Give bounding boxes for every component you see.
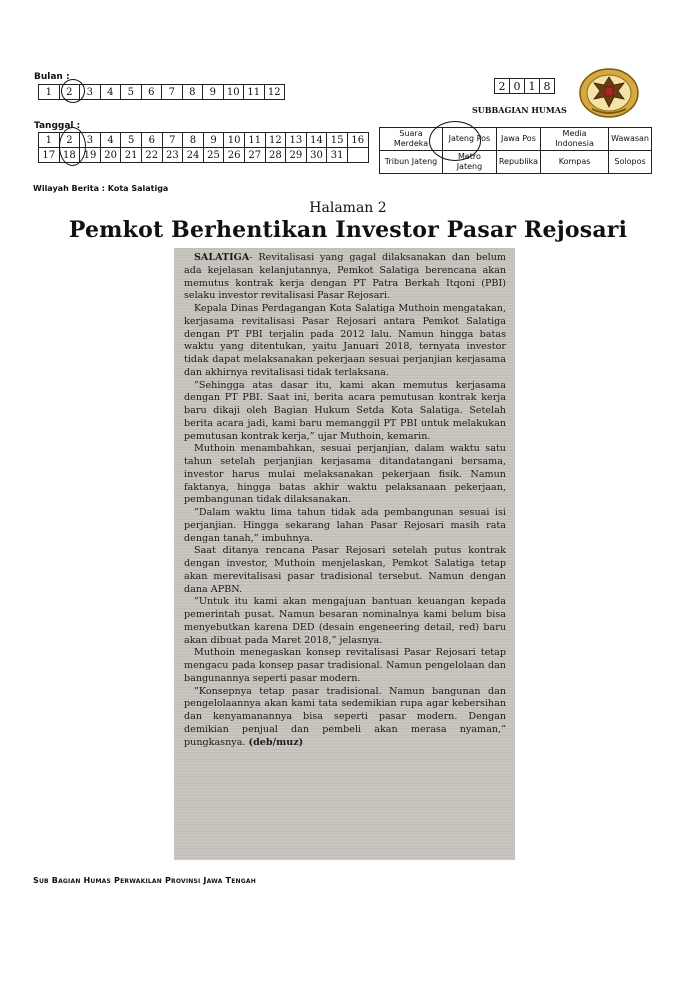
media-cell: Tribun Jateng <box>380 151 443 174</box>
month-cell: 1 <box>39 85 60 100</box>
date-cell: 18 <box>59 148 80 163</box>
tanggal-selection-circle <box>59 127 86 166</box>
article-paragraph: ”Dalam waktu lima tahun tidak ada pembangunan sesuai isi perjanjian. Hingga sekarang lahan Pasar Rejosari masih rata dengan tanah,” imbuhnya. <box>184 507 506 544</box>
tanggal-label: Tanggal : <box>34 121 81 131</box>
date-cell: 3 <box>80 133 101 148</box>
date-cell: 24 <box>183 148 204 163</box>
date-cell: 16 <box>347 133 368 148</box>
article-paragraph: Kepala Dinas Perdagangan Kota Salatiga Muthoin mengatakan, kerjasama revitalisasi Pasar Rejosari antara Pemkot Salatiga dengan PT PBI terjalin pada 2012 lalu. Namun hingga batas waktu yang ditentukan, yaitu Januari 2018, ternyata investor tidak dapat melaksanakan pekerjaan sesuai perjanjian kerjasama dan akhirnya revitalisasi tidak terlaksana. <box>184 303 506 378</box>
date-cell: 26 <box>224 148 245 163</box>
media-cell: Metro Jateng <box>443 151 497 174</box>
date-cell: 1 <box>39 133 60 148</box>
article-paragraph: Muthoin menambahkan, sesuai perjanjian, dalam waktu satu tahun setelah perjanjian kerjasama ditandatangani bersama, investor harus mulai melaksanakan pekerjaan fisik. Namun faktanya, hingga batas akhir waktu pelaksanaan pekerjaan, pembangunan tidak dilaksanakan. <box>184 443 506 506</box>
media-cell: Solopos <box>609 151 652 174</box>
year-box <box>494 78 555 94</box>
byline: (deb/muz) <box>248 736 304 748</box>
newspaper-clipping <box>174 248 515 860</box>
tanggal-grid <box>38 132 369 163</box>
media-selection-circle <box>429 121 481 161</box>
date-cell: 17 <box>39 148 60 163</box>
article-body <box>184 252 506 749</box>
month-cell: 5 <box>121 85 142 100</box>
article-paragraph: ”Sehingga atas dasar itu, kami akan memutus kerjasama dengan PT PBI. Saat ini, berita acara pemutusan kontrak kerja baru dikaji oleh Bagian Hukum Setda Kota Salatiga. Setelah berita acara jadi, kami baru memanggil PT PBI untuk melakukan pemutusan kontrak kerja,” ujar Muthoin, kemarin. <box>184 379 506 442</box>
footer: Sub Bagian Humas Perwakilan Provinsi Jawa Tengah <box>33 876 256 885</box>
garuda-emblem-icon <box>578 67 640 119</box>
date-cell: 7 <box>162 133 183 148</box>
month-cell: 10 <box>223 85 244 100</box>
headline: Pemkot Berhentikan Investor Pasar Rejosari <box>68 217 628 243</box>
article-paragraph: ”Untuk itu kami akan mengajuan bantuan keuangan kepada pemerintah pusat. Namun besaran nominalnya kami belum bisa menyebutkan karena DED (desain engeneering detail, red) baru akan dibuat pada Maret 2018,” jelasnya. <box>184 596 506 646</box>
date-cell: 11 <box>244 133 265 148</box>
date-cell: 12 <box>265 133 286 148</box>
month-cell: 4 <box>100 85 121 100</box>
article-paragraph: Saat ditanya rencana Pasar Rejosari setelah putus kontrak dengan investor, Muthoin menjelaskan, Pemkot Salatiga tetap akan merevitalisasi pasar tradisional tersebut. Namun dengan dana APBN. <box>184 545 506 595</box>
month-cell: 6 <box>141 85 162 100</box>
date-cell: 8 <box>183 133 204 148</box>
year-digit: 1 <box>525 79 540 94</box>
date-cell: 30 <box>306 148 327 163</box>
month-cell: 8 <box>182 85 203 100</box>
date-cell: 20 <box>100 148 121 163</box>
date-cell: 23 <box>162 148 183 163</box>
date-cell: 29 <box>286 148 307 163</box>
date-cell: 6 <box>141 133 162 148</box>
media-cell: Jawa Pos <box>496 128 540 151</box>
date-cell: 15 <box>327 133 348 148</box>
year-digit: 2 <box>495 79 510 94</box>
date-cell: 27 <box>244 148 265 163</box>
media-cell: Suara Merdeka <box>380 128 443 151</box>
date-cell: 5 <box>121 133 142 148</box>
date-cell: 22 <box>141 148 162 163</box>
date-cell: 9 <box>203 133 224 148</box>
month-cell: 11 <box>244 85 265 100</box>
month-cell: 7 <box>162 85 183 100</box>
date-cell: 19 <box>80 148 101 163</box>
month-cell: 2 <box>59 85 80 100</box>
date-cell: 10 <box>224 133 245 148</box>
wilayah-berita: Wilayah Berita : Kota Salatiga <box>33 184 169 193</box>
month-cell: 9 <box>203 85 224 100</box>
media-cell: Wawasan <box>609 128 652 151</box>
date-cell: 25 <box>203 148 224 163</box>
year-digit: 0 <box>510 79 525 94</box>
media-table <box>379 127 652 174</box>
media-cell: Media Indonesia <box>541 128 609 151</box>
page-number: Halaman 2 <box>309 200 387 216</box>
month-cell: 3 <box>80 85 101 100</box>
year-digit: 8 <box>540 79 555 94</box>
bulan-label: Bulan : <box>34 72 70 82</box>
media-cell: Kompas <box>541 151 609 174</box>
month-cell: 12 <box>264 85 285 100</box>
date-cell: 28 <box>265 148 286 163</box>
media-cell: Jateng Pos <box>443 128 497 151</box>
date-cell: 21 <box>121 148 142 163</box>
date-cell: 14 <box>306 133 327 148</box>
subbagian-humas: SUBBAGIAN HUMAS <box>472 105 567 115</box>
date-cell: 13 <box>286 133 307 148</box>
date-cell <box>347 148 368 163</box>
date-cell: 31 <box>327 148 348 163</box>
date-cell: 2 <box>59 133 80 148</box>
article-paragraph: Muthoin menegaskan konsep revitalisasi Pasar Rejosari tetap mengacu pada konsep pasar tradisional. Namun pengelolaan dan bangunannya seperti pasar modern. <box>184 647 506 684</box>
dateline: SALATIGA <box>194 252 250 263</box>
date-cell: 4 <box>100 133 121 148</box>
bulan-selection-circle <box>61 79 85 103</box>
media-cell: Republika <box>496 151 540 174</box>
article-paragraph: ”Konsepnya tetap pasar tradisional. Namun bangunan dan pengelolaannya akan kami tata sedemikian rupa agar kebersihan dan kenyamanannya bisa seperti pasar modern. Dengan demikian penjual dan pembeli akan merasa nyaman,” pungkasnya. (deb/muz) <box>184 685 506 748</box>
article-paragraph: SALATIGA- Revitalisasi yang gagal dilaksanakan dan belum ada kejelasan kelanjutannya, Pemkot Salatiga berencana akan memutus kontrak kerja dengan PT Patra Berkah Itqoni (PBI) selaku investor revitalisasi Pasar Rejosari. <box>184 252 506 302</box>
